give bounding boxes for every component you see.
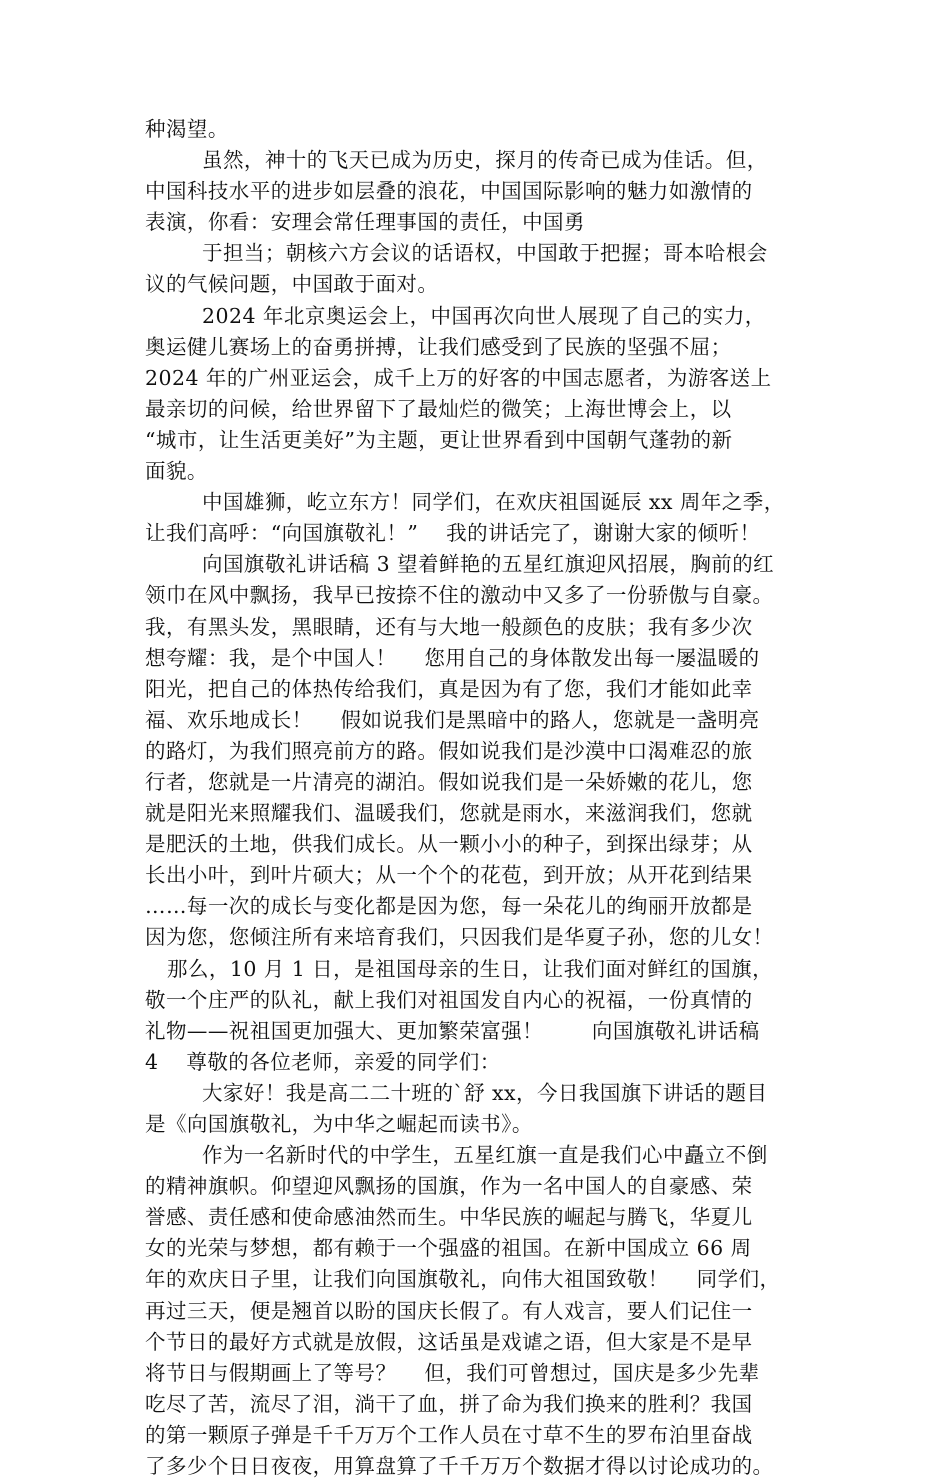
text-line: ……每一次的成长与变化都是因为您，每一朵花儿的绚丽开放都是 [145, 894, 753, 919]
text-line: 再过三天，便是翘首以盼的国庆长假了。有人戏言，要人们记住一 [145, 1298, 753, 1323]
text-line: 行者，您就是一片清亮的湖泊。假如说我们是一朵娇嫩的花儿，您 [145, 769, 753, 794]
text-line: 是《向国旗敬礼，为中华之崛起而读书》。 [145, 1112, 533, 1136]
text-line: 向国旗敬礼讲话稿 3 望着鲜艳的五星红旗迎风招展，胸前的红 [202, 552, 775, 577]
text-line: 的精神旗帜。仰望迎风飘扬的国旗，作为一名中国人的自豪感、荣 [145, 1174, 753, 1199]
text-line: 了多少个日日夜夜，用算盘算了千千万万个数据才得以讨论成功的。 [145, 1454, 774, 1479]
text-line: 礼物——祝祖国更加强大、更加繁荣富强！ 向国旗敬礼讲话稿 [145, 1018, 760, 1043]
text-line: 就是阳光来照耀我们、温暖我们，您就是雨水，来滋润我们，您就 [145, 801, 753, 826]
text-line: 作为一名新时代的中学生，五星红旗一直是我们心中矗立不倒 [202, 1143, 768, 1168]
text-line: 将节日与假期画上了等号？ 但，我们可曾想过，国庆是多少先辈 [145, 1360, 760, 1385]
text-line: 种渴望。 [145, 117, 229, 141]
text-line: 面貌。 [145, 459, 208, 484]
text-line: 誉感、责任感和使命感油然而生。中华民族的崛起与腾飞，华夏儿 [145, 1205, 753, 1230]
text-line: 阳光，把自己的体热传给我们，真是因为有了您，我们才能如此幸 [145, 676, 753, 701]
text-line: 因为您，您倾注所有来培育我们，只因我们是华夏子孙，您的儿女！ [145, 925, 774, 950]
text-line: 2024 年北京奥运会上，中国再次向世人展现了自己的实力， [202, 303, 766, 328]
text-line: 女的光荣与梦想，都有赖于一个强盛的祖国。在新中国成立 66 周 [145, 1236, 752, 1261]
text-line: 4 尊敬的各位老师，亲爱的同学们： [145, 1049, 501, 1074]
text-line: 表演，你看：安理会常任理事国的责任，中国勇 [145, 210, 585, 235]
text-line: 奥运健儿赛场上的奋勇拼搏，让我们感受到了民族的坚强不屈； [145, 334, 732, 359]
text-line: 领巾在风中飘扬，我早已按捺不住的激动中又多了一份骄傲与自豪。 [145, 583, 774, 608]
text-line: 的路灯，为我们照亮前方的路。假如说我们是沙漠中口渴难忍的旅 [145, 738, 753, 763]
text-line: 虽然，神十的飞天已成为历史，探月的传奇已成为佳话。但， [202, 148, 768, 173]
text-line: 中国雄狮，屹立东方！同学们，在欢庆祖国诞辰 xx 周年之季， [202, 490, 785, 515]
text-line: 2024 年的广州亚运会，成千上万的好客的中国志愿者，为游客送上 [145, 365, 772, 390]
text-line: 最亲切的问候，给世界留下了最灿烂的微笑；上海世博会上，以 [145, 396, 732, 421]
text-line: 想夸耀：我，是个中国人！ 您用自己的身体散发出每一屡温暖的 [145, 645, 760, 670]
text-line: 长出小叶，到叶片硕大；从一个个的花苞，到开放；从开花到结果 [145, 863, 753, 888]
text-line: 福、欢乐地成长！ 假如说我们是黑暗中的路人，您就是一盏明亮 [145, 707, 760, 732]
text-line: 年的欢庆日子里，让我们向国旗敬礼，向伟大祖国致敬！ 同学们， [145, 1267, 781, 1292]
text-line: 敬一个庄严的队礼，献上我们对祖国发自内心的祝福，一份真情的 [145, 987, 753, 1012]
text-line: 议的气候问题，中国敢于面对。 [145, 272, 439, 297]
text-line: 于担当；朝核六方会议的话语权，中国敢于把握；哥本哈根会 [202, 241, 768, 266]
text-line: 的第一颗原子弹是千千万万个工作人员在寸草不生的罗布泊里奋战 [145, 1422, 753, 1447]
text-line: 大家好！我是高二二十班的`舒 xx，今日我国旗下讲话的题目 [202, 1080, 768, 1105]
text-line: “城市，让生活更美好”为主题，更让世界看到中国朝气蓬勃的新 [145, 427, 733, 452]
text-line: 中国科技水平的进步如层叠的浪花，中国国际影响的魅力如激情的 [145, 179, 753, 204]
text-line: 吃尽了苦，流尽了泪，淌干了血，拼了命为我们换来的胜利？我国 [145, 1391, 753, 1416]
text-line: 那么，10 月 1 日，是祖国母亲的生日，让我们面对鲜红的国旗， [167, 956, 774, 981]
document-body [145, 114, 820, 1482]
text-line: 个节日的最好方式就是放假，这话虽是戏谑之语，但大家是不是早 [145, 1329, 753, 1354]
text-line: 我，有黑头发，黑眼睛，还有与大地一般颜色的皮肤；我有多少次 [145, 614, 753, 639]
text-line: 是肥沃的土地，供我们成长。从一颗小小的种子，到探出绿芽；从 [145, 832, 753, 857]
text-line: 让我们高呼：“向国旗敬礼！” 我的讲话完了，谢谢大家的倾听！ [145, 521, 761, 546]
